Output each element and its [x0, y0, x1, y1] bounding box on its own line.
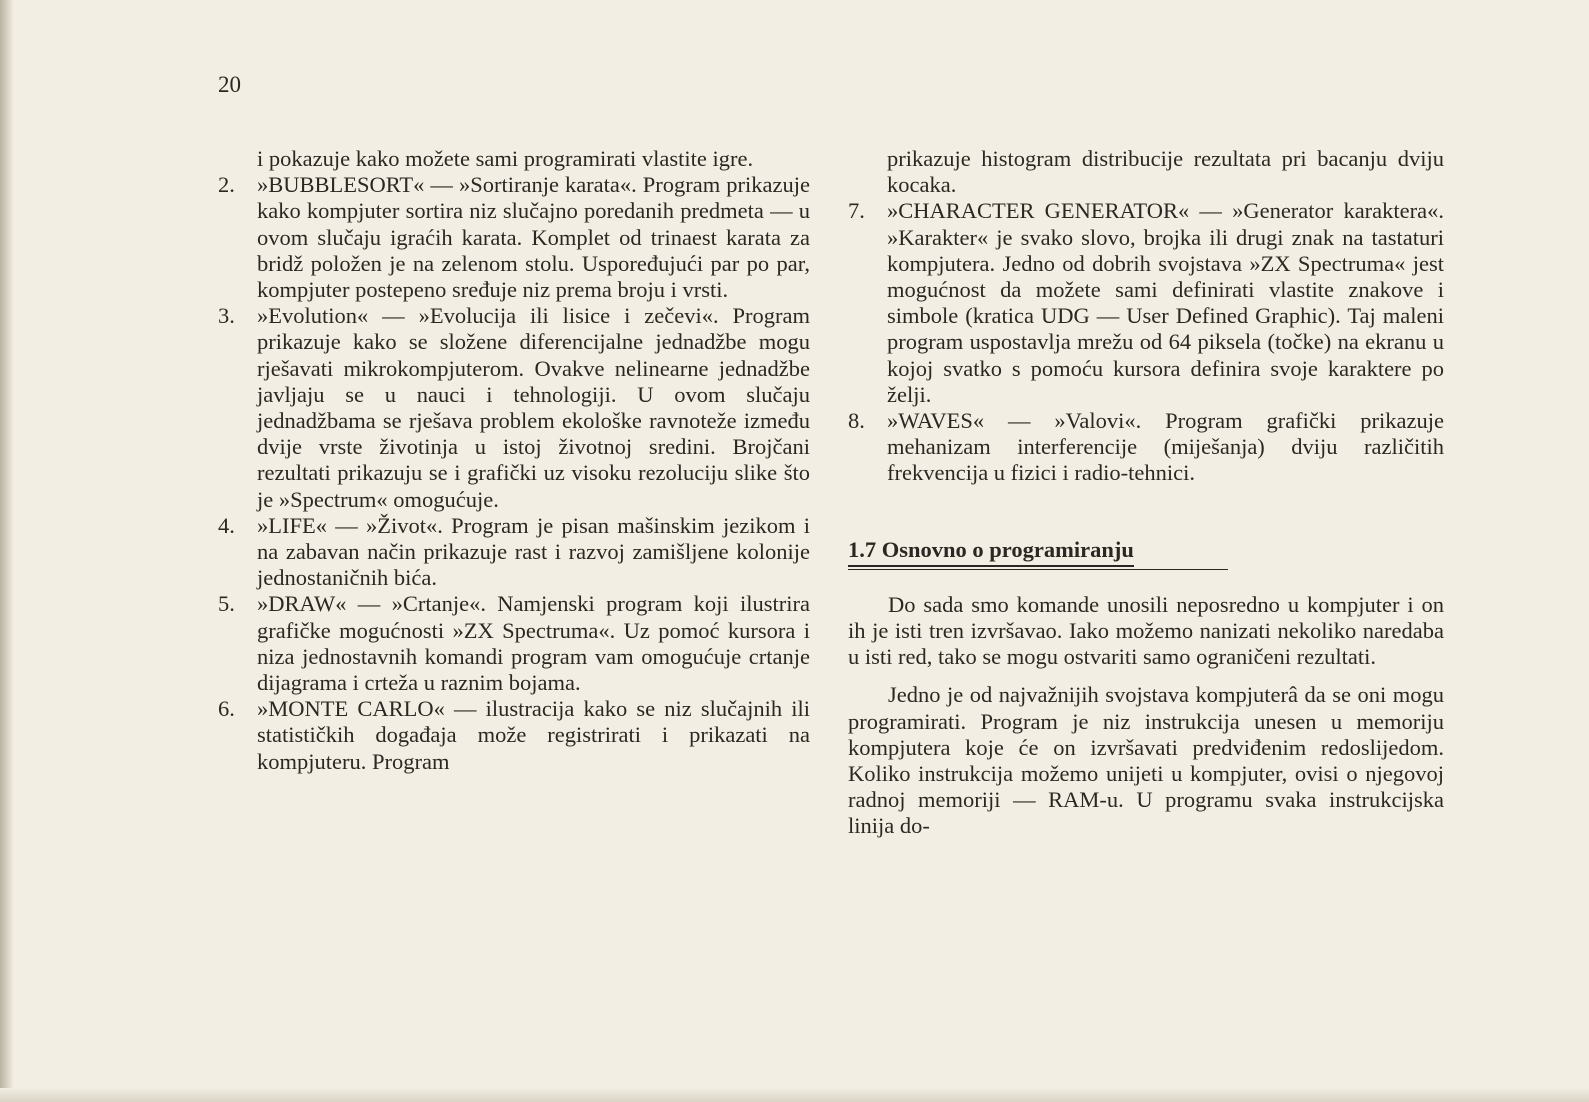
list-item-number: 7.: [848, 198, 865, 224]
body-paragraph: Jedno je od najvažnijih svojstava kompjuterâ da se oni mogu programirati. Program je niz instrukcija unesen u memoriju kompjutera koje će on izvršavati predviđenim redoslijedom. Koliko instrukcija možemo unijeti u kompjuter, ovisi o njegovoj radnoj memoriji — RAM-u. U programu svaka instrukcijska linija do-: [848, 682, 1444, 839]
list-item-number: 8.: [848, 408, 865, 434]
list-item: [218, 591, 810, 696]
list-item-text: »MONTE CARLO« — ilustracija kako se niz slučajnih ili statističkih događaja može registrirati i prikazati na kompjuteru. Program: [257, 696, 810, 774]
section-heading: [848, 537, 1444, 570]
list-item-text: »BUBBLESORT« — »Sortiranje karata«. Program prikazuje kako kompjuter sortira niz slučajno poredanih predmeta — u ovom slučaju igraćih karata. Komplet od trinaest karata za bridž položen je na zelenom stolu. Uspoređujući par po par, kompjuter postepeno sređuje niz prema broju i vrsti.: [257, 172, 810, 303]
list-item-text: »WAVES« — »Valovi«. Program grafički prikazuje mehanizam interferencije (miješanja) dviju različitih frekvencija u fizici i radio-tehnici.: [887, 408, 1444, 486]
list-item: [218, 513, 810, 592]
list-item: [218, 696, 810, 775]
left-column: [218, 146, 810, 775]
right-column: [848, 146, 1444, 840]
list-item-text: »CHARACTER GENERATOR« — »Generator karaktera«. »Karakter« je svako slovo, brojka ili drugi znak na tastaturi kompjutera. Jedno od dobrih svojstava »ZX Spectruma« jest mogućnost da možete sami definirati vlastite znakove i simbole (kratica UDG — User Defined Graphic). Taj maleni program uspostavlja mrežu od 64 piksela (točke) na ekranu u kojoj svatko s pomoću kursora definira svoje karaktere po želji.: [887, 198, 1444, 407]
page-bottom-edge: [0, 1088, 1589, 1102]
list-item-number: 3.: [218, 303, 235, 329]
list-item-number: 2.: [218, 172, 235, 198]
section-rule: [848, 569, 1228, 570]
list-item-number: 5.: [218, 591, 235, 617]
page-number: 20: [218, 72, 241, 97]
body-paragraph: Do sada smo komande unosili neposredno u kompjuter i on ih je isti tren izvršavao. Iako možemo nanizati nekoliko naredaba u isti red, tako se mogu ostvariti samo ograničeni rezultati.: [848, 591, 1444, 670]
list-item-text: »Evolution« — »Evolucija ili lisice i zečevi«. Program prikazuje kako se složene diferencijalne jednadžbe mogu rješavati mikrokompjuterom. Ovakve nelinearne jednadžbe javljaju se u nauci i tehnologiji. U ovom slučaju jednadžbama se rješava problem ekološke ravnoteže između dvije vrste životinja u istoj životnoj sredini. Brojčani rezultati prikazuju se i grafički uz visoku rezoluciju slike što je »Spectrum« omogućuje.: [257, 303, 810, 512]
page-binding-edge: [0, 0, 14, 1102]
list-item: [218, 172, 810, 303]
list-item-number: 6.: [218, 696, 235, 722]
list-item-text: »DRAW« — »Crtanje«. Namjenski program koji ilustrira grafičke mogućnosti »ZX Spectruma«. Uz pomoć kursora i niza jednostavnih komandi program vam omogućuje crtanje dijagrama i crteža u raznim bojama.: [257, 591, 810, 696]
list-item: [218, 303, 810, 513]
list-item-text: »LIFE« — »Život«. Program je pisan mašinskim jezikom i na zabavan način prikazuje rast i razvoj zamišljene kolonije jednostaničnih bića.: [257, 512, 810, 591]
list-item-number: 4.: [218, 512, 235, 538]
list-item: [848, 408, 1444, 487]
continuation-text: prikazuje histogram distribucije rezultata pri bacanju dviju kocaka.: [887, 146, 1444, 198]
list-item: [848, 198, 1444, 408]
intro-text: i pokazuje kako možete sami programirati vlastite igre.: [257, 146, 754, 171]
section-title: 1.7 Osnovno o programiranju: [848, 537, 1134, 567]
